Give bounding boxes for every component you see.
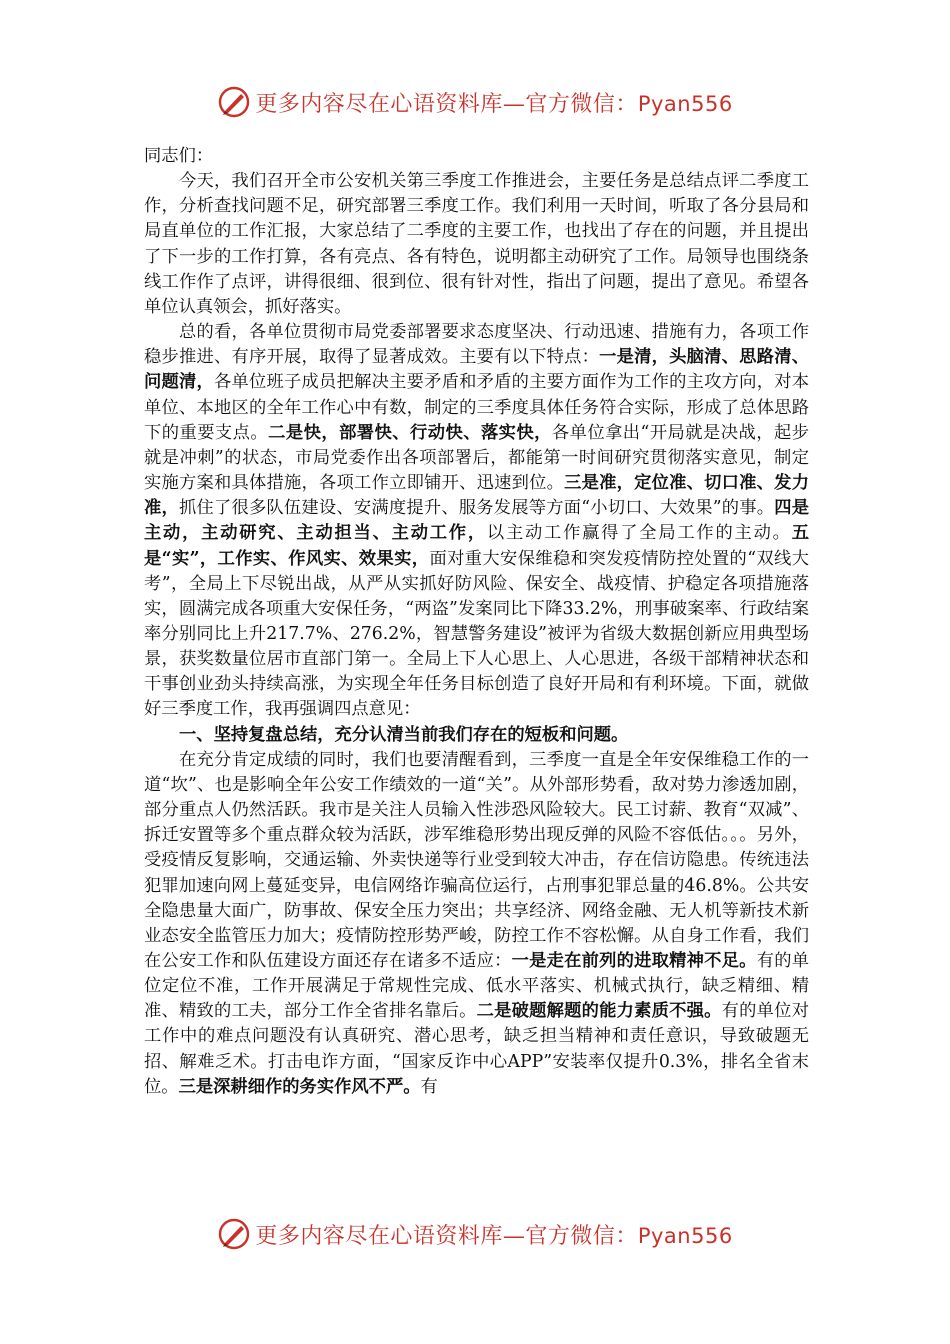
text-run: 各单位班子成员把解决主要矛盾和矛盾的主要方面作为工作的主攻方向，对本单位、本地区的全年工作心中有数，制定的三季度具体任务符合实际，形成了总体思路下的重要支点。 (144, 372, 809, 443)
text-run: 有 (420, 1076, 438, 1097)
bold-phrase: 一是走在前列的进取精神不足。 (511, 951, 757, 971)
text-run: 以主动工作赢得了全局工作的主动。 (486, 523, 792, 544)
text-run: 有的单位对工作中的难点问题没有认真研究、潜心思考，缺乏担当精神和责任意识，导致破题无招、解难乏术。打击电诈方面，“国家反诈中心APP”安装率仅提升0.3%，排名全省末位。 (144, 1001, 809, 1097)
pen-logo-icon (217, 1217, 251, 1251)
header-watermark-banner (0, 82, 950, 122)
bold-phrase: 四是主动，主动研究、主动担当、主动工作， (144, 498, 809, 544)
banner-text: 更多内容尽在心语资料库—官方微信：Pyan556 (255, 91, 733, 117)
paragraph-achievements (144, 320, 809, 723)
text-run: 各单位拿出“开局就是决战，起步就是冲刺”的状态，市局党委作出各项部署后，都能第一时间研究贯彻落实意见，制定实施方案和具体措施，各项工作立即铺开、迅速到位。 (144, 422, 809, 494)
text-run: 面对重大安保维稳和突发疫情防控处置的“双线大考”，全局上下尽锐出战，从严从实抓好防风险、保安全、战疫情、护稳定各项措施落实，圆满完成各项重大安保任务，“两盗”发案同比下降33.2%，刑事破案率、行政结案率分别同比上升217.7%、276.2%，智慧警务建设”被评为省级大数据创新应用典型场景，获奖数量位居市直部门第一。全局上下人心思上、人心思进，各级干部精神状态和干事创业劲头持续高涨，为实现全年任务目标创造了良好开局和有利环境。下面，就做好三季度工作，我再强调四点意见： (144, 548, 809, 720)
text-run: 总的看，各单位贯彻市局党委部署要求态度坚决、行动迅速、措施有力，各项工作稳步推进、有序开展，取得了显著成效。主要有以下特点： (144, 322, 809, 368)
wechat-id: Pyan556 (637, 1223, 733, 1248)
wechat-id: Pyan556 (637, 91, 733, 116)
bold-phrase: 三是深耕细作的务实作风不严。 (178, 1076, 421, 1097)
paragraph-problems (144, 748, 809, 1100)
bold-phrase: 二是快，部署快、行动快、落实快， (268, 422, 552, 443)
pen-logo-icon (217, 85, 251, 119)
salutation: 同志们： (144, 146, 214, 166)
bold-phrase: 五是“实”，工作实、作风实、效果实， (144, 523, 809, 569)
bold-phrase: 一是清，头脑清、思路清、问题清， (144, 347, 809, 393)
section-heading-1: 一、坚持复盘总结，充分认清当前我们存在的短板和问题。 (179, 724, 629, 745)
paragraph-intro: 今天，我们召开全市公安机关第三季度工作推进会，主要任务是总结点评二季度工作，分析查找问题不足，研究部署三季度工作。我们利用一天时间，听取了各分县局和局直单位的工作汇报，大家总结了二季度的主要工作，也找出了存在的问题，并且提出了下一步的工作打算，各有亮点、各有特色，说明都主动研究了工作。局领导也围绕条线工作作了点评，讲得很细、很到位、很有针对性，指出了问题，提出了意见。希望各单位认真领会，抓好落实。 (144, 171, 809, 317)
banner-text: 更多内容尽在心语资料库—官方微信：Pyan556 (255, 1223, 733, 1249)
text-run: 抓住了很多队伍建设、安满度提升、服务发展等方面“小切口、大效果”的事。 (178, 498, 775, 519)
document-body (144, 144, 809, 1100)
bold-phrase: 三是准，定位准、切口准、发力准， (144, 473, 809, 519)
text-run: 有的单位定位不准，工作开展满足于常规性完成、低水平落实、机械式执行，缺乏精细、精准、精致的工夫，部分工作全省排名靠后。 (144, 951, 809, 1022)
bold-phrase: 二是破题解题的能力素质不强。 (476, 1001, 722, 1022)
text-run: 在充分肯定成绩的同时，我们也要清醒看到，三季度一直是全年安保维稳工作的一道“坎”、也是影响全年公安工作绩效的一道“关”。从外部形势看，敌对势力渗透加剧，部分重点人仍然活跃。我市是关注人员输入性涉恐风险较大。民工讨薪、教育“双减”、拆迁安置等多个重点群众较为活跃，涉军维稳形势出现反弹的风险不容低估。。。另外，受疫情反复影响，交通运输、外卖快递等行业受到较大冲击，存在信访隐患。传统违法犯罪加速向网上蔓延变异，电信网络诈骗高位运行，占刑事犯罪总量的46.8%。公共安全隐患量大面广，防事故、保安全压力突出；共享经济、网络金融、无人机等新技术新业态安全监管压力加大；疫情防控形势严峻，防控工作不容松懈。从自身工作看，我们在公安工作和队伍建设方面还存在诸多不适应： (144, 749, 809, 971)
footer-watermark-banner (0, 1214, 950, 1254)
